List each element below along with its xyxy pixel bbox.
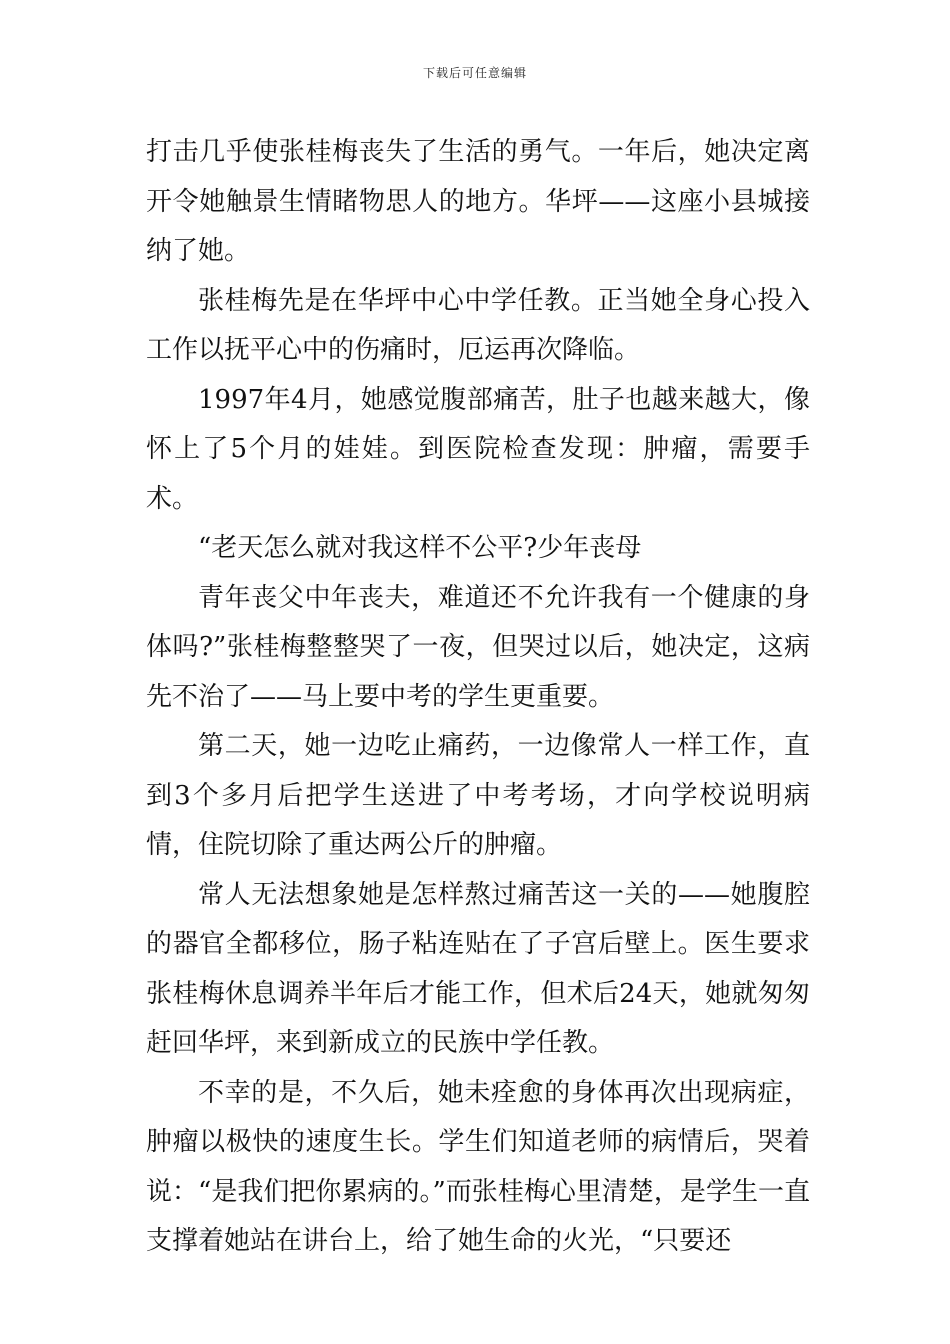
paragraph-5: 青年丧父中年丧夫，难道还不允许我有一个健康的身体吗?”张桂梅整整哭了一夜，但哭过以后，她决定，这病先不治了——马上要中考的学生更重要。 [146,582,810,712]
paragraph-4: “老天怎么就对我这样不公平?少年丧母 [198,533,642,563]
paragraph-1: 打击几乎使张桂梅丧失了生活的勇气。一年后，她决定离开令她触景生情睹物思人的地方。华坪——这座小县城接纳了她。 [146,137,810,266]
paragraph-8: 不幸的是，不久后，她未痊愈的身体再次出现病症，肿瘤以极快的速度生长。学生们知道老师的病情后，哭着说：“是我们把你累病的。”而张桂梅心里清楚，是学生一直支撑着她站在讲台上，给了她生命的火光，“只要还 [146,1077,810,1256]
paragraph-6: 第二天，她一边吃止痛药，一边像常人一样工作，直到3个多月后把学生送进了中考考场，才向学校说明病情，住院切除了重达两公斤的肿瘤。 [146,731,810,860]
body-text [146,128,810,1267]
paragraph-3: 1997年4月，她感觉腹部痛苦，肚子也越来越大，像怀上了5个月的娃娃。到医院检查发现：肿瘤，需要手术。 [146,384,810,514]
paragraph-7: 常人无法想象她是怎样熬过痛苦这一关的——她腹腔的器官全都移位，肠子粘连贴在了子宫后壁上。医生要求张桂梅休息调养半年后才能工作，但术后24天，她就匆匆赶回华坪，来到新成立的民族中学任教。 [146,879,810,1058]
paragraph-2: 张桂梅先是在华坪中心中学任教。正当她全身心投入工作以抚平心中的伤痛时，厄运再次降临。 [146,285,810,365]
page-header: 下载后可任意编辑 [422,66,527,80]
